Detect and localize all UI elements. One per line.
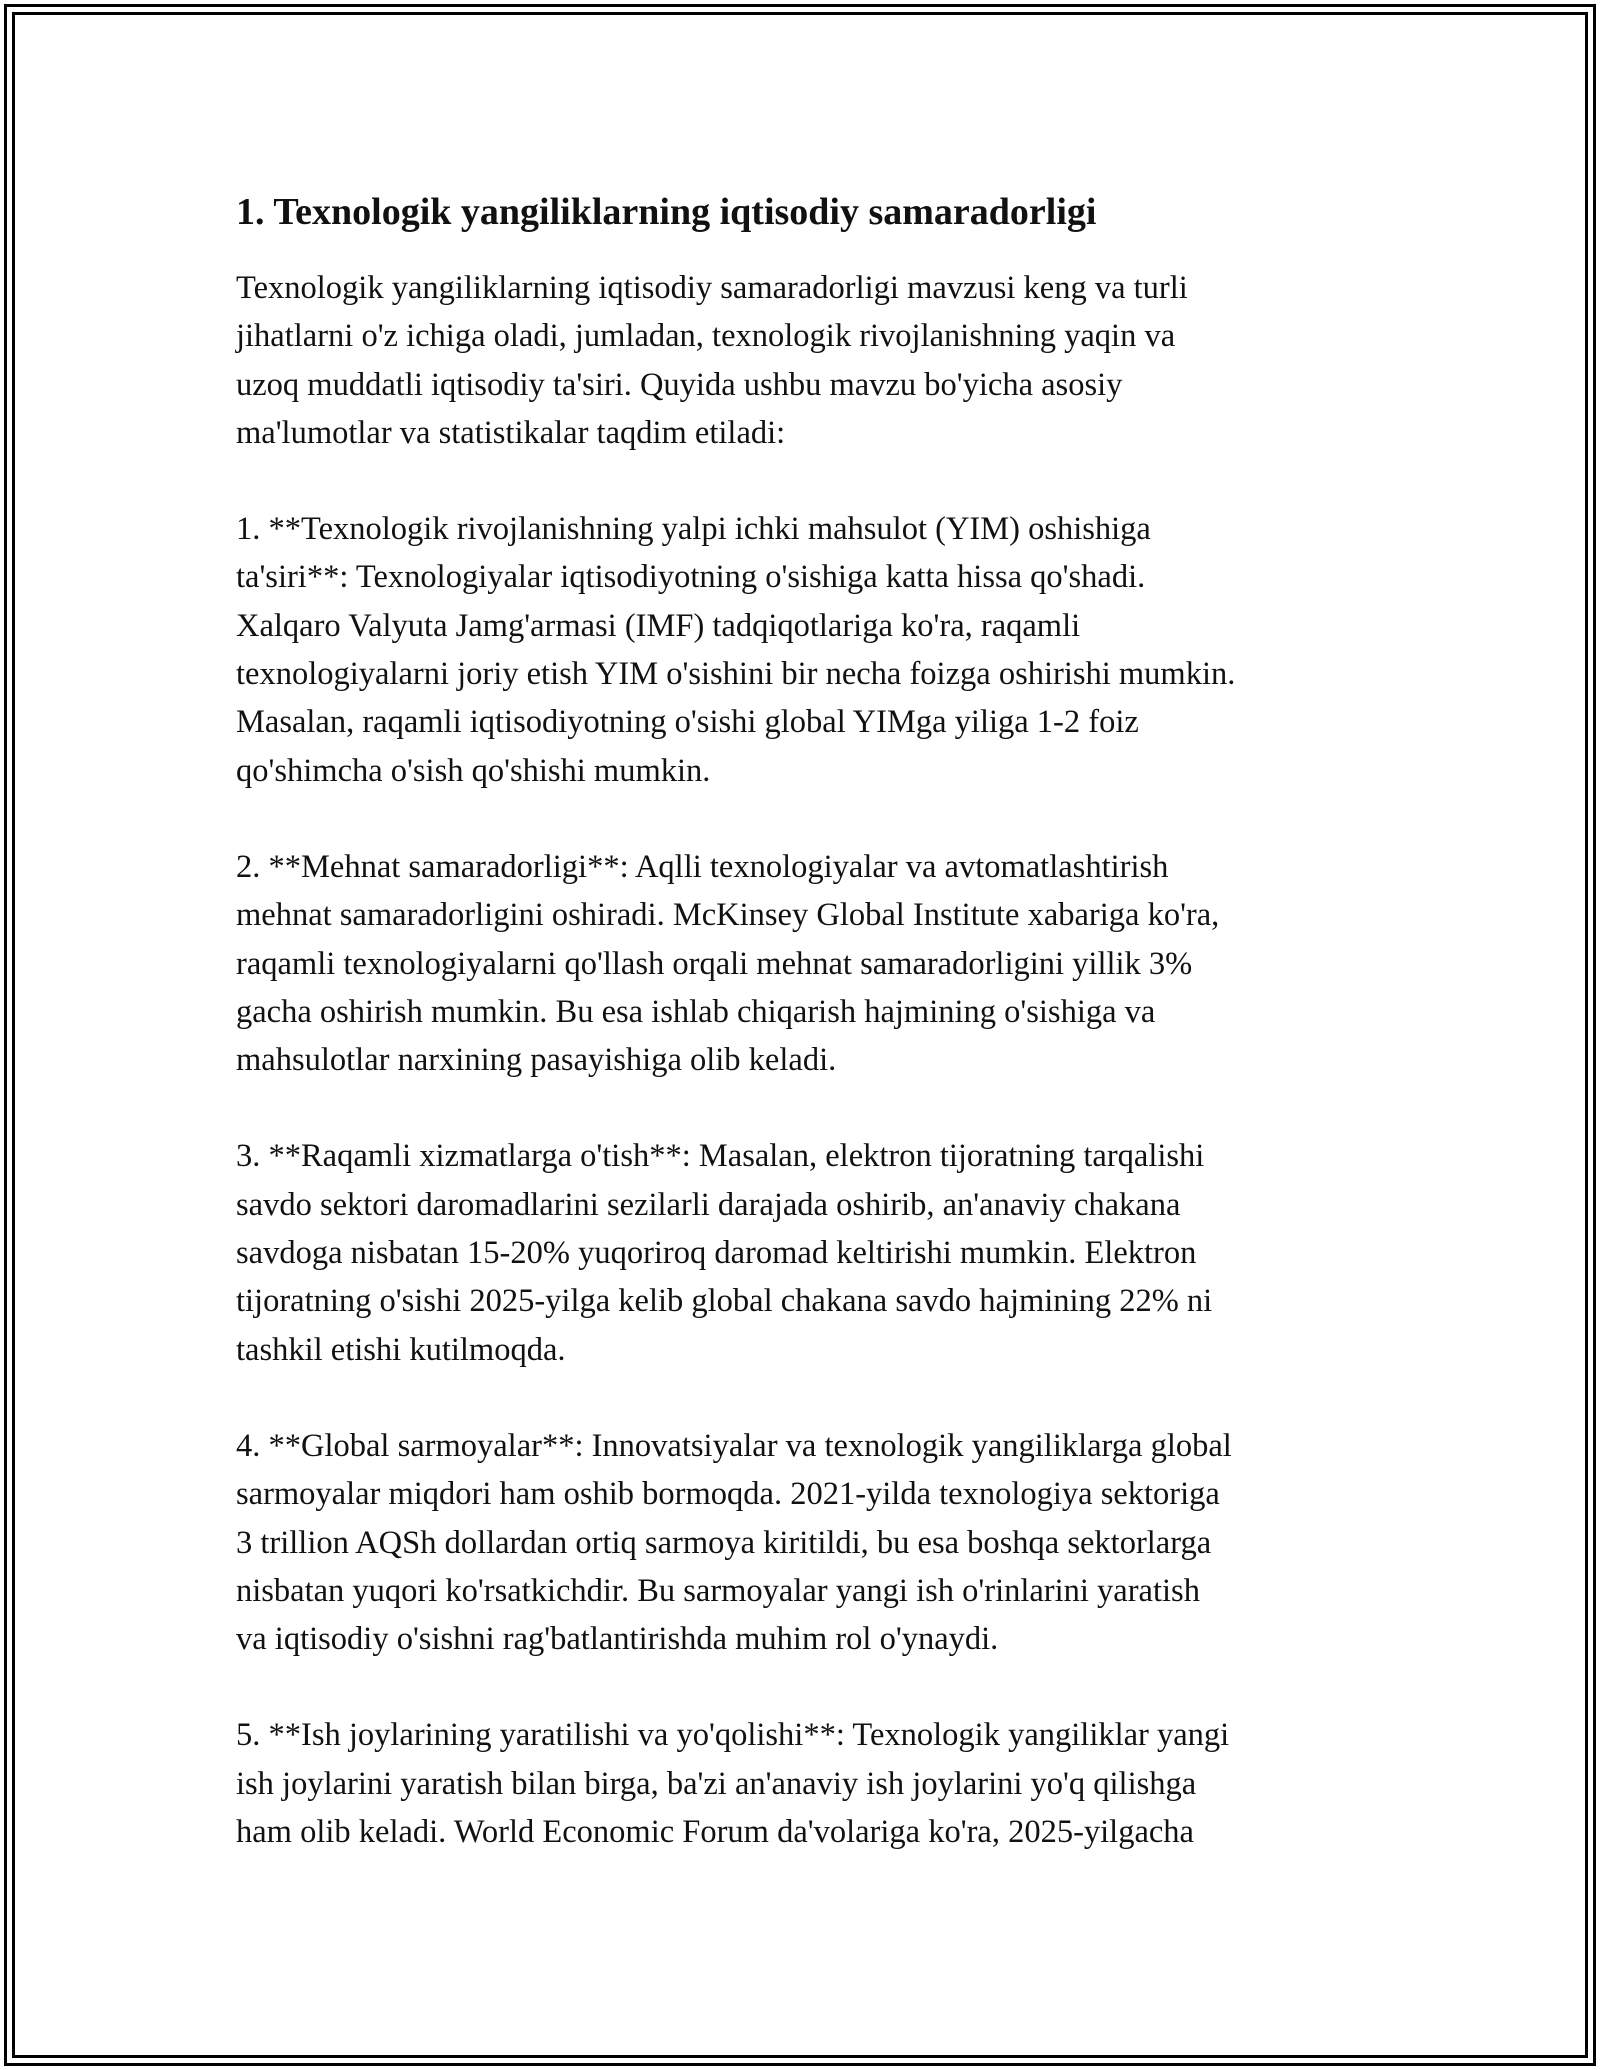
paragraph-line: tashkil etishi kutilmoqda. [236, 1331, 566, 1368]
list-item-labor-productivity [236, 843, 1386, 1084]
paragraph-line: mahsulotlar narxining pasayishiga olib keladi. [236, 1042, 837, 1079]
paragraph-line: 5. **Ish joylarining yaratilishi va yo'qolishi**: Texnologik yangiliklar yangi [236, 1717, 1230, 1754]
paragraph-line: 3 trillion AQSh dollardan ortiq sarmoya kiritildi, bu esa boshqa sektorlarga [236, 1524, 1212, 1561]
paragraph-line: ma'lumotlar va statistikalar taqdim etiladi: [236, 414, 786, 451]
paragraph-line: gacha oshirish mumkin. Bu esa ishlab chiqarish hajmining o'sishiga va [236, 993, 1156, 1030]
list-item-gdp-impact [236, 505, 1386, 795]
paragraph-line: tijoratning o'sishi 2025-yilga kelib global chakana savdo hajmining 22% ni [236, 1283, 1213, 1320]
paragraph-line: 1. **Texnologik rivojlanishning yalpi ichki mahsulot (YIM) oshishiga [236, 511, 1151, 548]
paragraph-line: 2. **Mehnat samaradorligi**: Aqlli texnologiyalar va avtomatlashtirish [236, 848, 1169, 885]
document-title: 1. Texnologik yangiliklarning iqtisodiy samaradorligi [236, 191, 1097, 233]
paragraph-line: savdoga nisbatan 15-20% yuqoriroq daromad keltirishi mumkin. Elektron [236, 1235, 1197, 1272]
paragraph-line: texnologiyalarni joriy etish YIM o'sishini bir necha foizga oshirishi mumkin. [236, 656, 1236, 693]
paragraph-line: jihatlarni o'z ichiga oladi, jumladan, texnologik rivojlanishning yaqin va [236, 318, 1176, 355]
document-body [236, 188, 1386, 1904]
paragraph-line: 4. **Global sarmoyalar**: Innovatsiyalar va texnologik yangiliklarga global [236, 1427, 1232, 1464]
paragraph-line: ta'siri**: Texnologiyalar iqtisodiyotning o'sishiga katta hissa qo'shadi. [236, 559, 1146, 596]
paragraph-line: Xalqaro Valyuta Jamg'armasi (IMF) tadqiqotlariga ko'ra, raqamli [236, 607, 1081, 644]
paragraph-line: ish joylarini yaratish bilan birga, ba'zi an'anaviy ish joylarini yo'q qilishga [236, 1765, 1197, 1802]
paragraph-line: ham olib keladi. World Economic Forum da'volariga ko'ra, 2025-yilgacha [236, 1814, 1194, 1851]
paragraph-line: raqamli texnologiyalarni qo'llash orqali mehnat samaradorligini yillik 3% [236, 945, 1193, 982]
paragraph-line: mehnat samaradorligini oshiradi. McKinsey Global Institute xabariga ko'ra, [236, 897, 1220, 934]
list-item-global-investments [236, 1422, 1386, 1663]
paragraph-line: qo'shimcha o'sish qo'shishi mumkin. [236, 752, 711, 789]
paragraph-line: Masalan, raqamli iqtisodiyotning o'sishi global YIMga yiliga 1-2 foiz [236, 704, 1139, 741]
paragraph-line: 3. **Raqamli xizmatlarga o'tish**: Masalan, elektron tijoratning tarqalishi [236, 1138, 1205, 1175]
paragraph-line: nisbatan yuqori ko'rsatkichdir. Bu sarmoyalar yangi ish o'rinlarini yaratish [236, 1572, 1200, 1609]
paragraph-line: uzoq muddatli iqtisodiy ta'siri. Quyida ushbu mavzu bo'yicha asosiy [236, 366, 1123, 403]
paragraph-line: sarmoyalar miqdori ham oshib bormoqda. 2021-yilda texnologiya sektoriga [236, 1476, 1220, 1513]
list-item-digital-services [236, 1132, 1386, 1373]
paragraph-line: va iqtisodiy o'sishni rag'batlantirishda muhim rol o'ynaydi. [236, 1621, 999, 1658]
paragraph-line: Texnologik yangiliklarning iqtisodiy samaradorligi mavzusi keng va turli [236, 270, 1188, 306]
intro-paragraph [236, 264, 1386, 457]
list-item-jobs [236, 1711, 1386, 1856]
paragraph-line: savdo sektori daromadlarini sezilarli darajada oshirib, an'anaviy chakana [236, 1186, 1181, 1223]
